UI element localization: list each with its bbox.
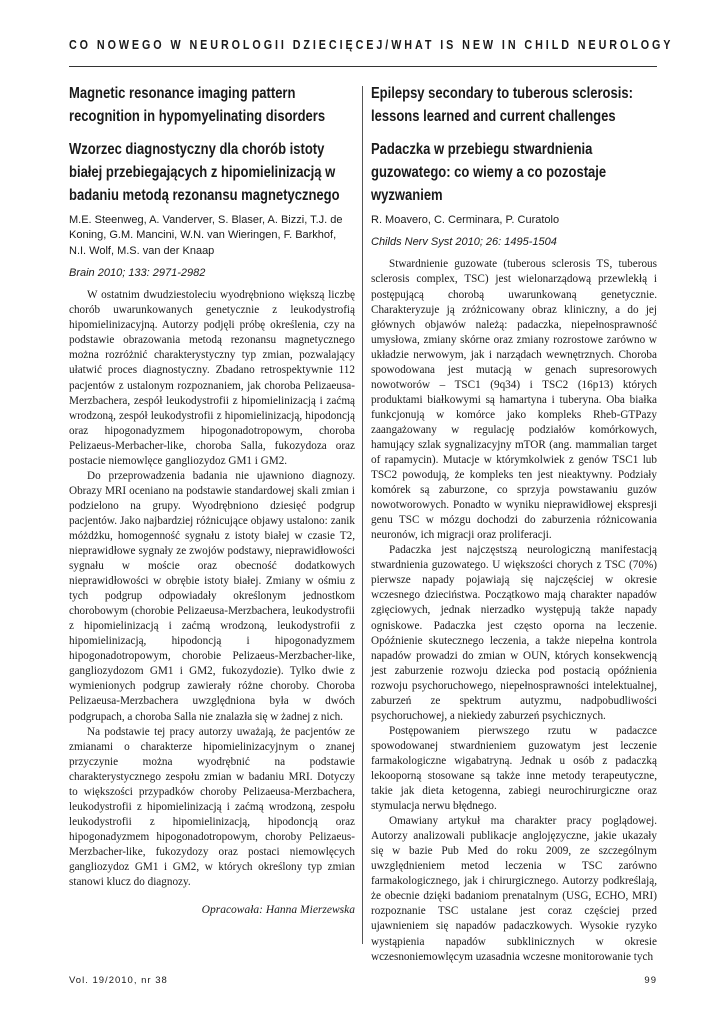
right-article-title-en: Epilepsy secondary to tuberous sclerosis: lessons learned and current challenges: [371, 85, 633, 125]
left-paragraph-1: W ostatnim dwudziestoleciu wyodrębniono większą liczbę chorób uwarunkowanych genetycznie z leukodystrofią hipomielinizacyjną. Autorzy podjęli próbę określenia, czy na podstawie obrazowania metodą rezonansu magnetycznego można rozróżnić charakterystyczny typ zmian, pozwalający ułatwić proces diagnostyczny. Zbadano retrospektywnie 112 pacjentów z ustalonym rozpoznaniem, jak choroba Pelizaeusa-Merzbachera, zespół leukodystrofii z hipomielinizacją i zaćmą wrodzoną, zespół leukodystrofii z hipomielinizacją, hipodoncją oraz hipogonadyzmem hipogonadotropowym, choroba Pelizaeus-Merbacher-like, choroba Salla, fukozydoza oraz postacie niemowlęce gangliozydoz GM1 i GM2.: [69, 289, 355, 467]
right-paragraph-4: Omawiany artykuł ma charakter pracy poglądowej. Autorzy analizowali publikacje anglojęzyczne, jakie ukazały się w bazie Pub Med do roku 2009, ze szczególnym uwzględnieniem metod leczenia w TSC zarówno farmakologicznego, jak i chirurgicznego. Autorzy podkreślają, że obecnie dzięki badaniom prenatalnym (USG, ECHO, MRI) rozpoznanie TSC ustalane jest coraz częściej przed ujawnieniem się napadów padaczkowych. Wysokie ryzyko wystąpienia napadów subklinicznych w okresie wczesnoniemowlęcym uzasadnia wczesne monitorowanie tych: [371, 815, 657, 963]
left-article: [69, 82, 355, 916]
left-article-authors: M.E. Steenweg, A. Vanderver, S. Blaser, A. Bizzi, T.J. de Koning, G.M. Mancini, W.N. van Wieringen, F. Barkhof, N.I. Wolf, M.S. van der Knaap: [69, 214, 343, 257]
left-paragraph-2: Do przeprowadzenia badania nie ujawniono diagnozy. Obrazy MRI oceniano na podstawie standardowej skali zmian i podzielono na grupy. Wyodrębniono dziesięć podgrup pacjentów. Jako najbardziej różnicujące objawy ustalono: zanik móżdżku, homogenność sygnału z istoty białej w czasie T2, nieprawidłowe sygnały ze zwojów podstawy, nieprawidłowości sygnału w moście oraz obecność dodatkowych nieprawidłowości w obrębie istoty białej. Zmiany w ośmiu z tych podgrup odpowiadały określonym jednostkom chorobowym (chorobie Pelizaeusa-Merzbachera, leukodystrofii z hipomielinizacją i zaćmą wrodzoną, leukodystrofii z hipomielinizacją, hipodoncją i hipogonadyzmem hipogonadotropowym, chorobie Pelizaeus-Merzbacher-like, gangliozydozom GM1 i GM2, fukozydozie). Tylko dwie z wymienionych podgrup zawierały różne choroby. Choroba Pelizaeusa-Merzbachera uwzględniona była w dwóch podgrupach, a choroba Salla nie znalazła się w żadnej z nich.: [69, 469, 355, 723]
right-article-citation: Childs Nerv Syst 2010; 26: 1495-1504: [371, 236, 557, 249]
left-article-title-pl: Wzorzec diagnostyczny dla chorób istoty białej przebiegających z hipomielinizacją w badaniu metodą rezonansu magnetycznego: [69, 141, 340, 204]
left-article-signature: Opracowała: Hanna Mierzewska: [201, 904, 355, 917]
right-paragraph-3: Postępowaniem pierwszego rzutu w padaczce spowodowanej stwardnieniem guzowatym jest leczenie farmakologiczne wigabatryną. Jednak u osób z padaczką lekooporną stosowane są także inne metody terapeutyczne, takie jak dieta ketogenna, zabiegi neurochirurgiczne oraz stymulacja nerwu błędnego.: [371, 724, 657, 813]
left-article-body: [69, 288, 355, 890]
right-article-authors: R. Moavero, C. Cerminara, P. Curatolo: [371, 214, 560, 226]
page-number: 99: [644, 975, 657, 986]
column-divider: [362, 86, 363, 944]
left-paragraph-3: Na podstawie tej pracy autorzy uważają, że pacjentów ze zmianami o charakterze hipomielinizacyjnym o znanej przyczynie można wyodrębnić na podstawie charakterystycznego zespołu zmian w badaniu MRI. Dotyczy to większości przypadków choroby Pelizaeusa-Merzbachera, leukodystrofii z hipomielinizacją i zaćmą wrodzoną, zespołu leukodystrofii z hipomielinizacją, hipodoncją oraz hipogonadyzmem hipogonadotropowym, choroby Pelizaeus-Merzbacher-like, fukozydozy oraz postaci niemowlęcych gangliozydoz GM1 i GM2, w których określony typ zmian stanowi klucz do diagnozy.: [69, 725, 355, 889]
right-article-body: [371, 257, 657, 964]
right-article: [371, 82, 657, 965]
header-rule: [69, 66, 657, 67]
left-article-citation: Brain 2010; 133: 2971-2982: [69, 267, 206, 280]
right-paragraph-1: Stwardnienie guzowate (tuberous sclerosis TS, tuberous sclerosis complex, TSC) jest wielonarządową przewlekłą i postępującą chorobą uwarunkowaną genetycznie. Charakteryzuje ją zróżnicowany obraz kliniczny, a do jej głównych objawów należą: padaczka, niepełnosprawność umysłowa, zmiany skórne oraz zmiany rozrostowe zarówno w układzie nerwowym, jak i narządach wewnętrznych. Choroba spowodowana jest mutacją w genach supresorowych nowotworów – TSC1 (9q34) i TSC2 (16p13) których produktami białkowymi są hamartyna i tuberyna. Oba białka funkcjonują w komórce jako kompleks Rheb-GTPazy zaangażowany w regulację podziałów komórkowych, hamujący szlak sygnalizacyjny mTOR (ang. mammalian target of rapamycin). Mutacje w którymkolwiek z genów TSC1 lub TSC2 powodują, że kompleks ten jest nieaktywny. Podziały komórek są zaburzone, co sprzyja powstawaniu guzów nowotworowych. Ponadto w wyniku nieprawidłowej ekspresji genu TSC w mózgu dochodzi do zaburzenia różnicowania neuronów, ich migracji oraz proliferacji.: [371, 258, 657, 542]
right-article-title-pl: Padaczka w przebiegu stwardnienia guzowatego: co wiemy a co pozostaje wyzwaniem: [371, 141, 607, 204]
footer-volume: Vol. 19/2010, nr 38: [69, 975, 168, 986]
left-article-title-en: Magnetic resonance imaging pattern recognition in hypomyelinating disorders: [69, 85, 326, 125]
running-head: CO NOWEGO W NEUROLOGII DZIECIĘCEJ/WHAT IS NEW IN CHILD NEUROLOGY: [69, 38, 674, 52]
right-paragraph-2: Padaczka jest najczęstszą neurologiczną manifestacją stwardnienia guzowatego. U większości chorych z TSC (70%) pierwsze napady pojawiają się najczęściej w okresie wczesnego dzieciństwa. Początkowo mają charakter napadów zgięciowych, jednak nierzadko występują także napady ogniskowe. Padaczka jest często oporna na leczenie. Opóźnienie skutecznego leczenia, a także niepełna kontrola napadów prowadzi do zmian w OUN, których konsekwencją jest zaburzenie rozwoju dziecka pod postacią opóźnienia rozwoju psychoruchowego, niepełnosprawności intelektualnej, zaburzeń ze spektrum autyzmu, nadpobudliwości psychoruchowej, a niekiedy zaburzeń psychicznych.: [371, 544, 657, 722]
page-footer: [69, 975, 657, 986]
